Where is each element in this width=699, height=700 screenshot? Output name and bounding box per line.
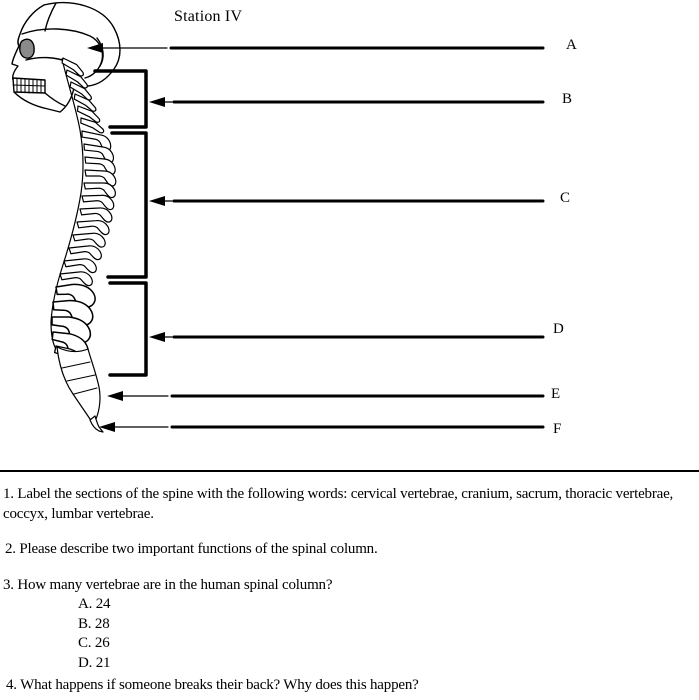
- sacrum-illustration: [57, 347, 100, 422]
- option-a: A. 24: [78, 596, 111, 612]
- pointer-line-f: [99, 422, 543, 432]
- thoracic-vertebrae-group: [60, 131, 116, 290]
- question-3: 3. How many vertebrae are in the human spinal column?: [3, 577, 333, 593]
- answer-label-d: D: [553, 321, 565, 337]
- pointer-line-b: [149, 97, 543, 107]
- answer-label-e: E: [551, 386, 561, 402]
- pointer-line-e: [107, 391, 543, 401]
- question-4: 4. What happens if someone breaks their back? Why does this happen?: [6, 677, 419, 693]
- bracket-lumbar-section: [110, 283, 146, 375]
- option-b: B. 28: [78, 615, 110, 632]
- answer-label-f: F: [553, 421, 562, 437]
- option-c: C. 26: [78, 635, 110, 651]
- question-2: 2. Please describe two important functions of the spinal column.: [5, 541, 378, 557]
- answer-label-b: B: [562, 91, 573, 107]
- pointer-line-a: [87, 43, 543, 53]
- teeth-grid: [13, 78, 45, 93]
- station-title: Station IV: [174, 8, 243, 25]
- vertebral-column-illustration: [50, 58, 115, 432]
- option-d: D. 21: [78, 654, 111, 671]
- skull-illustration: [12, 3, 120, 112]
- pointer-line-c: [149, 196, 543, 206]
- answer-label-c: C: [560, 190, 571, 206]
- pointer-line-d: [149, 332, 543, 342]
- bracket-cervical-section: [95, 71, 146, 127]
- answer-label-a: A: [566, 37, 578, 53]
- question-1: 1. Label the sections of the spine with the following words: cervical vertebrae, cranium, sacrum, thoracic vertebrae, coccyx, lumbar vertebrae.: [3, 486, 674, 522]
- question-3-options: [78, 595, 278, 673]
- section-divider: [0, 470, 699, 472]
- eye-socket: [20, 39, 34, 58]
- coronal-suture-line: [45, 3, 56, 31]
